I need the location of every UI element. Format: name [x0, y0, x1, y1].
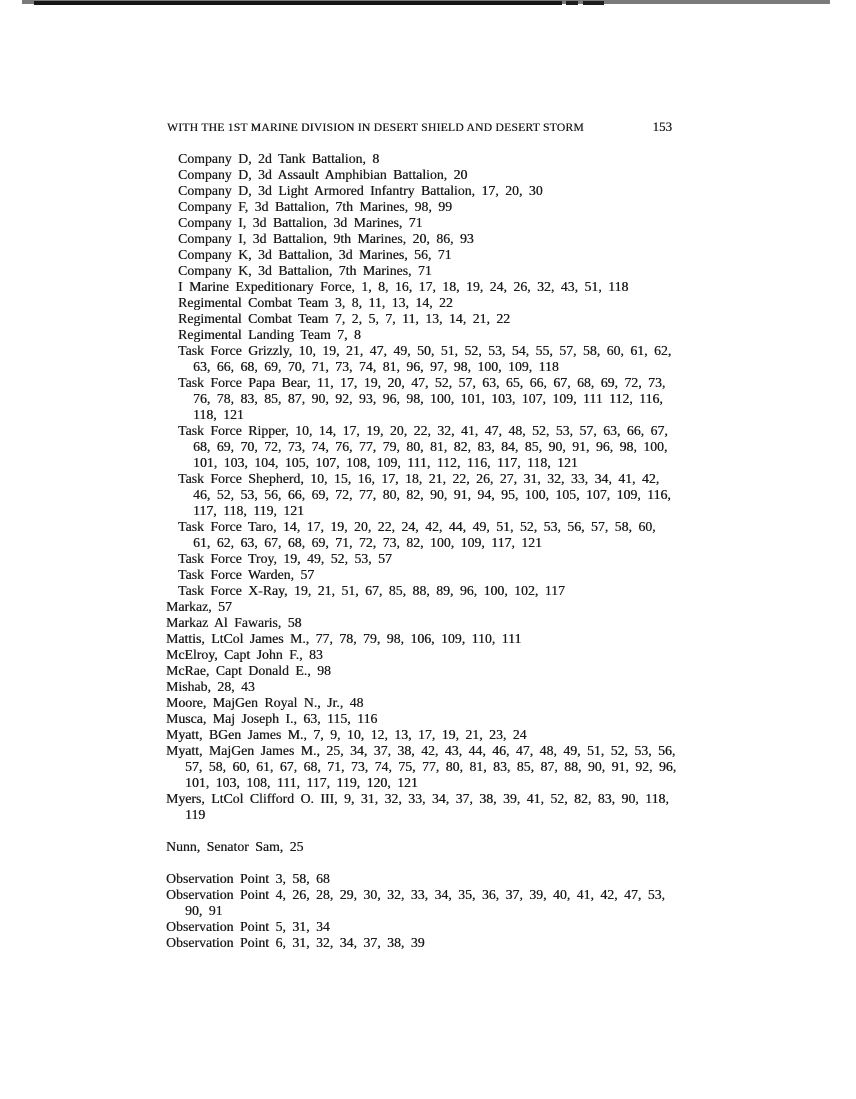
- scan-artifact-black-line: [34, 1, 562, 5]
- index-entry-continuation-line: 117, 118, 119, 121: [193, 503, 304, 518]
- index-entry-line: Company D, 2d Tank Battalion, 8: [178, 151, 380, 166]
- index-entry-line: Markaz Al Fawaris, 58: [166, 615, 302, 630]
- page-number: 153: [652, 119, 672, 134]
- index-entry: [166, 151, 726, 167]
- index-entry-continuation-line: 46, 52, 53, 56, 66, 69, 72, 77, 80, 82, 90, 91, 94, 95, 100, 105, 107, 109, 116,: [193, 487, 671, 502]
- index-entry-line: Regimental Landing Team 7, 8: [178, 327, 361, 342]
- index-entry-line: McRae, Capt Donald E., 98: [166, 663, 331, 678]
- index-entry: [166, 263, 726, 279]
- index-entry: [166, 551, 726, 567]
- index-entry: [166, 167, 726, 183]
- index-entry: [166, 599, 726, 615]
- index-entry-line: Task Force Grizzly, 10, 19, 21, 47, 49, 50, 51, 52, 53, 54, 55, 57, 58, 60, 61, 62,: [178, 343, 672, 358]
- index-entry: [166, 343, 726, 375]
- index-entry: [166, 215, 726, 231]
- index-entry-continuation-line: 57, 58, 60, 61, 67, 68, 71, 73, 74, 75, 77, 80, 81, 83, 85, 87, 88, 90, 91, 92, 96,: [185, 759, 677, 774]
- index-entry: [166, 695, 726, 711]
- index-entry: [166, 679, 726, 695]
- index-entry-line: I Marine Expeditionary Force, 1, 8, 16, 17, 18, 19, 24, 26, 32, 43, 51, 118: [178, 279, 629, 294]
- index-entry-line: Task Force Troy, 19, 49, 52, 53, 57: [178, 551, 392, 566]
- index-entry-line: Myers, LtCol Clifford O. III, 9, 31, 32, 33, 34, 37, 38, 39, 41, 52, 82, 83, 90, 118,: [166, 791, 669, 806]
- index-entry: [166, 887, 726, 919]
- index-entry: [166, 311, 726, 327]
- index-entry-continuation-line: 76, 78, 83, 85, 87, 90, 92, 93, 96, 98, 100, 101, 103, 107, 109, 111 112, 116,: [193, 391, 663, 406]
- index-entry-line: Observation Point 6, 31, 32, 34, 37, 38, 39: [166, 935, 425, 950]
- index-entry: [166, 471, 726, 519]
- index-entry: [166, 839, 726, 855]
- index-entry: [166, 567, 726, 583]
- index-entry: [166, 919, 726, 935]
- index-entry-continuation-line: 101, 103, 108, 111, 117, 119, 120, 121: [185, 775, 418, 790]
- index-entry-continuation-line: 90, 91: [185, 903, 223, 918]
- index-entry: [166, 583, 726, 599]
- scan-artifact-dash: [566, 1, 578, 5]
- index-entry-line: Company D, 3d Assault Amphibian Battalion, 20: [178, 167, 468, 182]
- index-entry-continuation-line: 101, 103, 104, 105, 107, 108, 109, 111, 112, 116, 117, 118, 121: [193, 455, 578, 470]
- index-entry-line: Company I, 3d Battalion, 3d Marines, 71: [178, 215, 423, 230]
- index-entry: [166, 743, 726, 791]
- index-entry-line: Myatt, MajGen James M., 25, 34, 37, 38, 42, 43, 44, 46, 47, 48, 49, 51, 52, 53, 56,: [166, 743, 676, 758]
- index-entry: [166, 631, 726, 647]
- index-entry-continuation-line: 68, 69, 70, 72, 73, 74, 76, 77, 79, 80, 81, 82, 83, 84, 85, 90, 91, 96, 98, 100,: [193, 439, 668, 454]
- scan-artifact-bar: [0, 0, 856, 6]
- index-entry-line: Observation Point 3, 58, 68: [166, 871, 330, 886]
- index-entry-line: Task Force Papa Bear, 11, 17, 19, 20, 47, 52, 57, 63, 65, 66, 67, 68, 69, 72, 73,: [178, 375, 666, 390]
- index-entry-line: Observation Point 5, 31, 34: [166, 919, 330, 934]
- index-entry-continuation-line: 118, 121: [193, 407, 244, 422]
- index-entry-line: Mattis, LtCol James M., 77, 78, 79, 98, 106, 109, 110, 111: [166, 631, 522, 646]
- index-entry-line: Task Force Warden, 57: [178, 567, 315, 582]
- index-entry-line: Company D, 3d Light Armored Infantry Battalion, 17, 20, 30: [178, 183, 543, 198]
- index-entry-line: Mishab, 28, 43: [166, 679, 255, 694]
- index-entry: [166, 711, 726, 727]
- index-entry-line: Company I, 3d Battalion, 9th Marines, 20, 86, 93: [178, 231, 474, 246]
- index-entry-line: Task Force Ripper, 10, 14, 17, 19, 20, 22, 32, 41, 47, 48, 52, 53, 57, 63, 66, 67,: [178, 423, 668, 438]
- index-entry: [166, 647, 726, 663]
- index-entry-line: Company F, 3d Battalion, 7th Marines, 98, 99: [178, 199, 452, 214]
- index-entry-line: Task Force Shepherd, 10, 15, 16, 17, 18, 21, 22, 26, 27, 31, 32, 33, 34, 41, 42,: [178, 471, 660, 486]
- index-entry-line: Task Force X-Ray, 19, 21, 51, 67, 85, 88, 89, 96, 100, 102, 117: [178, 583, 565, 598]
- index-entry-line: Myatt, BGen James M., 7, 9, 10, 12, 13, 17, 19, 21, 23, 24: [166, 727, 527, 742]
- index-entry-line: Musca, Maj Joseph I., 63, 115, 116: [166, 711, 378, 726]
- index-entry: [166, 247, 726, 263]
- index-entry-line: Observation Point 4, 26, 28, 29, 30, 32, 33, 34, 35, 36, 37, 39, 40, 41, 42, 47, 53,: [166, 887, 665, 902]
- index-entry: [166, 183, 726, 199]
- index-list: [166, 151, 726, 951]
- index-entry: [166, 327, 726, 343]
- scan-artifact-dash: [583, 1, 604, 5]
- index-entry-line: Company K, 3d Battalion, 3d Marines, 56, 71: [178, 247, 452, 262]
- index-entry: [166, 423, 726, 471]
- index-entry-line: Company K, 3d Battalion, 7th Marines, 71: [178, 263, 432, 278]
- index-entry: [166, 727, 726, 743]
- index-entry-continuation-line: 61, 62, 63, 67, 68, 69, 71, 72, 73, 82, 100, 109, 117, 121: [193, 535, 542, 550]
- index-entry-line: Regimental Combat Team 7, 2, 5, 7, 11, 13, 14, 21, 22: [178, 311, 511, 326]
- index-entry-line: Task Force Taro, 14, 17, 19, 20, 22, 24, 42, 44, 49, 51, 52, 53, 56, 57, 58, 60,: [178, 519, 656, 534]
- index-entry-line: McElroy, Capt John F., 83: [166, 647, 323, 662]
- index-entry-line: Regimental Combat Team 3, 8, 11, 13, 14, 22: [178, 295, 453, 310]
- index-entry: [166, 519, 726, 551]
- index-entry: [166, 871, 726, 887]
- index-entry: [166, 279, 726, 295]
- index-entry: [166, 375, 726, 423]
- index-entry: [166, 663, 726, 679]
- index-entry: [166, 231, 726, 247]
- index-entry-continuation-line: 63, 66, 68, 69, 70, 71, 73, 74, 81, 96, 97, 98, 100, 109, 118: [193, 359, 559, 374]
- page-header: [167, 119, 672, 135]
- running-header-title: WITH THE 1ST MARINE DIVISION IN DESERT SHIELD AND DESERT STORM: [167, 121, 584, 134]
- index-entry-line: Markaz, 57: [166, 599, 232, 614]
- index-entry: [166, 295, 726, 311]
- index-entry: [166, 791, 726, 823]
- index-entry: [166, 199, 726, 215]
- index-entry: [166, 615, 726, 631]
- index-entry-continuation-line: 119: [185, 807, 206, 822]
- index-entry-line: Nunn, Senator Sam, 25: [166, 839, 304, 854]
- index-entry-line: Moore, MajGen Royal N., Jr., 48: [166, 695, 364, 710]
- index-entry: [166, 935, 726, 951]
